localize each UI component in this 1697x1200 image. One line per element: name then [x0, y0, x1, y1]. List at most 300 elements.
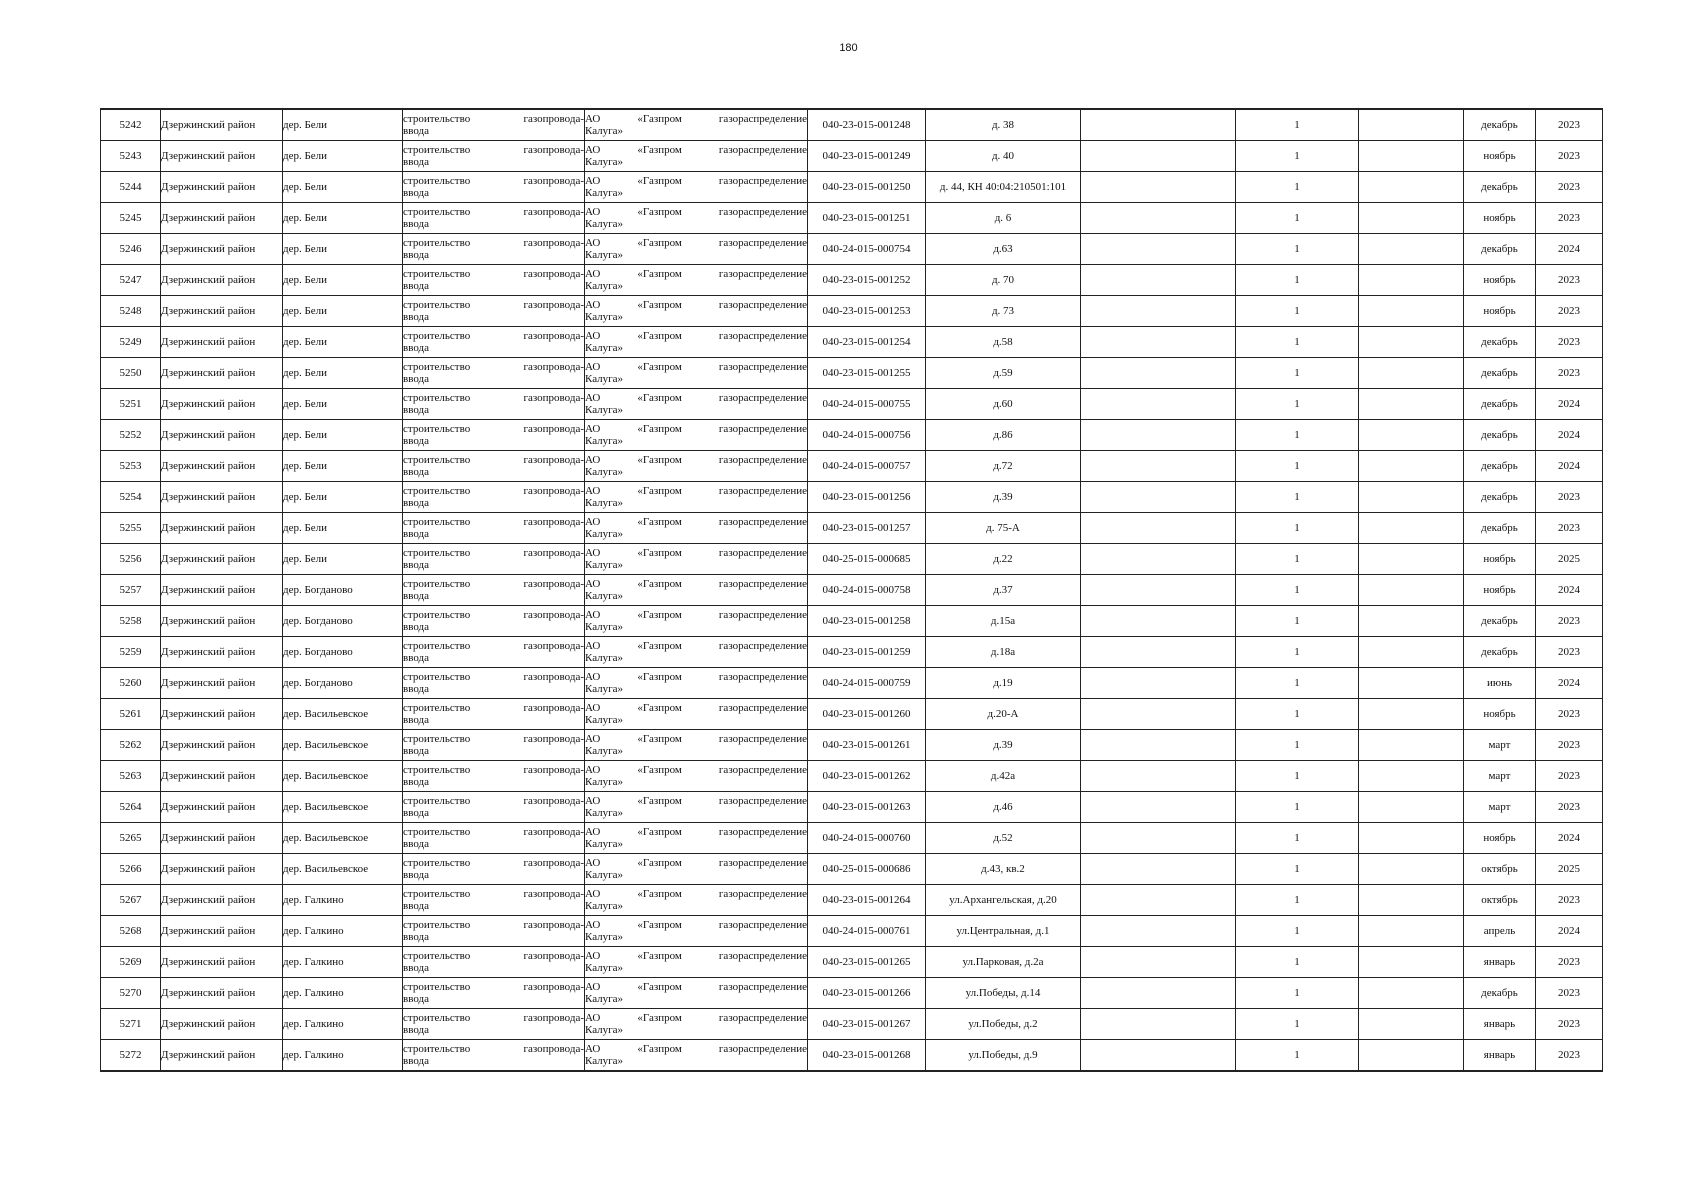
address-cell: д.59: [926, 358, 1081, 389]
work-type-cell: [403, 885, 585, 916]
year-cell: 2023: [1536, 761, 1603, 792]
locality-cell: дер. Васильевское: [283, 854, 403, 885]
table-row: [101, 296, 1603, 327]
work-type-word-1: строительство: [403, 392, 471, 404]
empty-cell: [1081, 699, 1236, 730]
empty-cell: [1081, 792, 1236, 823]
work-type-word-2: газопровода-: [523, 423, 584, 435]
year-cell: 2023: [1536, 358, 1603, 389]
address-cell: д.46: [926, 792, 1081, 823]
organization-cell: [585, 730, 808, 761]
organization-line-2: Калуга»: [585, 683, 624, 695]
application-code-cell: 040-23-015-001263: [808, 792, 926, 823]
locality-cell: дер. Галкино: [283, 885, 403, 916]
work-type-word-1: строительство: [403, 981, 471, 993]
row-number: 5256: [101, 544, 161, 575]
count-cell: 1: [1236, 885, 1359, 916]
organization-word-2: «Газпром: [637, 795, 682, 807]
organization-word-2: «Газпром: [637, 175, 682, 187]
district-cell: Дзержинский район: [161, 792, 283, 823]
organization-cell: [585, 854, 808, 885]
organization-word-2: «Газпром: [637, 826, 682, 838]
organization-cell: [585, 916, 808, 947]
organization-line-2: Калуга»: [585, 311, 624, 323]
work-type-line-2: ввода: [403, 342, 429, 354]
locality-cell: дер. Богданово: [283, 575, 403, 606]
row-number: 5264: [101, 792, 161, 823]
empty-cell: [1359, 637, 1464, 668]
work-type-cell: [403, 606, 585, 637]
count-cell: 1: [1236, 916, 1359, 947]
district-cell: Дзержинский район: [161, 358, 283, 389]
empty-cell: [1359, 203, 1464, 234]
organization-word-1: АО: [585, 454, 601, 466]
count-cell: 1: [1236, 978, 1359, 1009]
month-cell: ноябрь: [1464, 203, 1536, 234]
empty-cell: [1081, 420, 1236, 451]
year-cell: 2024: [1536, 451, 1603, 482]
work-type-cell: [403, 1040, 585, 1072]
organization-line-2: Калуга»: [585, 931, 624, 943]
work-type-line-2: ввода: [403, 900, 429, 912]
work-type-line-2: ввода: [403, 1055, 429, 1067]
locality-cell: дер. Богданово: [283, 668, 403, 699]
count-cell: 1: [1236, 761, 1359, 792]
work-type-word-2: газопровода-: [523, 826, 584, 838]
empty-cell: [1359, 885, 1464, 916]
application-code-cell: 040-23-015-001266: [808, 978, 926, 1009]
month-cell: декабрь: [1464, 451, 1536, 482]
organization-word-1: АО: [585, 175, 601, 187]
work-type-word-1: строительство: [403, 330, 471, 342]
empty-cell: [1359, 451, 1464, 482]
address-cell: д.60: [926, 389, 1081, 420]
work-type-line-2: ввода: [403, 466, 429, 478]
work-type-cell: [403, 637, 585, 668]
organization-cell: [585, 451, 808, 482]
empty-cell: [1359, 947, 1464, 978]
district-cell: Дзержинский район: [161, 947, 283, 978]
count-cell: 1: [1236, 575, 1359, 606]
empty-cell: [1359, 916, 1464, 947]
application-code-cell: 040-23-015-001256: [808, 482, 926, 513]
locality-cell: дер. Васильевское: [283, 823, 403, 854]
locality-cell: дер. Галкино: [283, 978, 403, 1009]
work-type-line-2: ввода: [403, 280, 429, 292]
organization-line-2: Калуга»: [585, 900, 624, 912]
table-row: [101, 792, 1603, 823]
organization-word-2: «Газпром: [637, 299, 682, 311]
organization-cell: [585, 978, 808, 1009]
application-code-cell: 040-24-015-000759: [808, 668, 926, 699]
month-cell: декабрь: [1464, 109, 1536, 141]
application-code-cell: 040-23-015-001260: [808, 699, 926, 730]
work-type-word-2: газопровода-: [523, 113, 584, 125]
month-cell: ноябрь: [1464, 141, 1536, 172]
empty-cell: [1359, 265, 1464, 296]
organization-word-3: газораспределение: [718, 919, 807, 931]
row-number: 5263: [101, 761, 161, 792]
year-cell: 2023: [1536, 1040, 1603, 1072]
work-type-line-2: ввода: [403, 621, 429, 633]
month-cell: март: [1464, 761, 1536, 792]
application-code-cell: 040-23-015-001248: [808, 109, 926, 141]
work-type-line-2: ввода: [403, 869, 429, 881]
organization-word-2: «Газпром: [637, 919, 682, 931]
district-cell: Дзержинский район: [161, 327, 283, 358]
locality-cell: дер. Бели: [283, 451, 403, 482]
district-cell: Дзержинский район: [161, 730, 283, 761]
address-cell: д.52: [926, 823, 1081, 854]
organization-cell: [585, 389, 808, 420]
application-code-cell: 040-23-015-001257: [808, 513, 926, 544]
work-type-word-1: строительство: [403, 733, 471, 745]
district-cell: Дзержинский район: [161, 451, 283, 482]
row-number: 5261: [101, 699, 161, 730]
row-number: 5268: [101, 916, 161, 947]
work-type-line-2: ввода: [403, 404, 429, 416]
row-number: 5250: [101, 358, 161, 389]
application-code-cell: 040-23-015-001253: [808, 296, 926, 327]
district-cell: Дзержинский район: [161, 203, 283, 234]
organization-line-2: Калуга»: [585, 838, 624, 850]
work-type-word-2: газопровода-: [523, 1043, 584, 1055]
address-cell: д.22: [926, 544, 1081, 575]
district-cell: Дзержинский район: [161, 854, 283, 885]
work-type-word-2: газопровода-: [523, 764, 584, 776]
organization-line-2: Калуга»: [585, 652, 624, 664]
organization-line-2: Калуга»: [585, 962, 624, 974]
organization-line-2: Калуга»: [585, 249, 624, 261]
empty-cell: [1359, 420, 1464, 451]
row-number: 5248: [101, 296, 161, 327]
month-cell: март: [1464, 730, 1536, 761]
work-type-word-1: строительство: [403, 206, 471, 218]
work-type-word-1: строительство: [403, 795, 471, 807]
count-cell: 1: [1236, 1009, 1359, 1040]
organization-word-3: газораспределение: [718, 237, 807, 249]
work-type-cell: [403, 420, 585, 451]
district-cell: Дзержинский район: [161, 1040, 283, 1072]
empty-cell: [1359, 761, 1464, 792]
table-row: [101, 668, 1603, 699]
organization-word-3: газораспределение: [718, 857, 807, 869]
table-row: [101, 234, 1603, 265]
work-type-word-1: строительство: [403, 454, 471, 466]
month-cell: ноябрь: [1464, 699, 1536, 730]
month-cell: январь: [1464, 1009, 1536, 1040]
locality-cell: дер. Бели: [283, 296, 403, 327]
locality-cell: дер. Бели: [283, 234, 403, 265]
organization-line-2: Калуга»: [585, 125, 624, 137]
work-type-cell: [403, 761, 585, 792]
organization-cell: [585, 668, 808, 699]
empty-cell: [1359, 389, 1464, 420]
work-type-word-2: газопровода-: [523, 640, 584, 652]
month-cell: октябрь: [1464, 885, 1536, 916]
organization-word-2: «Газпром: [637, 857, 682, 869]
row-number: 5259: [101, 637, 161, 668]
district-cell: Дзержинский район: [161, 544, 283, 575]
work-type-word-2: газопровода-: [523, 547, 584, 559]
work-type-line-2: ввода: [403, 187, 429, 199]
organization-word-1: АО: [585, 516, 601, 528]
locality-cell: дер. Васильевское: [283, 792, 403, 823]
count-cell: 1: [1236, 606, 1359, 637]
application-code-cell: 040-24-015-000755: [808, 389, 926, 420]
organization-line-2: Калуга»: [585, 621, 624, 633]
work-type-cell: [403, 203, 585, 234]
district-cell: Дзержинский район: [161, 823, 283, 854]
district-cell: Дзержинский район: [161, 172, 283, 203]
row-number: 5242: [101, 109, 161, 141]
empty-cell: [1359, 172, 1464, 203]
locality-cell: дер. Галкино: [283, 916, 403, 947]
empty-cell: [1081, 109, 1236, 141]
organization-word-1: АО: [585, 609, 601, 621]
work-type-line-2: ввода: [403, 931, 429, 943]
work-type-word-2: газопровода-: [523, 268, 584, 280]
work-type-cell: [403, 389, 585, 420]
organization-word-3: газораспределение: [718, 1012, 807, 1024]
month-cell: декабрь: [1464, 420, 1536, 451]
organization-word-3: газораспределение: [718, 671, 807, 683]
application-code-cell: 040-25-015-000685: [808, 544, 926, 575]
organization-word-2: «Газпром: [637, 1012, 682, 1024]
organization-cell: [585, 699, 808, 730]
work-type-cell: [403, 265, 585, 296]
work-type-word-1: строительство: [403, 857, 471, 869]
table-row: [101, 358, 1603, 389]
work-type-cell: [403, 699, 585, 730]
organization-word-3: газораспределение: [718, 764, 807, 776]
organization-cell: [585, 792, 808, 823]
locality-cell: дер. Бели: [283, 544, 403, 575]
application-code-cell: 040-24-015-000758: [808, 575, 926, 606]
district-cell: Дзержинский район: [161, 978, 283, 1009]
count-cell: 1: [1236, 544, 1359, 575]
address-cell: д.19: [926, 668, 1081, 699]
organization-word-3: газораспределение: [718, 268, 807, 280]
district-cell: Дзержинский район: [161, 234, 283, 265]
organization-word-1: АО: [585, 764, 601, 776]
table-row: [101, 575, 1603, 606]
district-cell: Дзержинский район: [161, 482, 283, 513]
organization-word-1: АО: [585, 237, 601, 249]
organization-word-2: «Газпром: [637, 330, 682, 342]
table-row: [101, 761, 1603, 792]
organization-word-2: «Газпром: [637, 578, 682, 590]
month-cell: декабрь: [1464, 482, 1536, 513]
district-cell: Дзержинский район: [161, 513, 283, 544]
empty-cell: [1081, 358, 1236, 389]
organization-word-2: «Газпром: [637, 640, 682, 652]
organization-cell: [585, 234, 808, 265]
empty-cell: [1081, 234, 1236, 265]
year-cell: 2024: [1536, 234, 1603, 265]
organization-word-3: газораспределение: [718, 113, 807, 125]
row-number: 5254: [101, 482, 161, 513]
organization-word-2: «Газпром: [637, 733, 682, 745]
organization-word-2: «Газпром: [637, 113, 682, 125]
empty-cell: [1081, 885, 1236, 916]
year-cell: 2023: [1536, 947, 1603, 978]
work-type-word-1: строительство: [403, 516, 471, 528]
year-cell: 2023: [1536, 1009, 1603, 1040]
locality-cell: дер. Бели: [283, 482, 403, 513]
work-type-word-1: строительство: [403, 144, 471, 156]
year-cell: 2023: [1536, 978, 1603, 1009]
organization-word-2: «Газпром: [637, 144, 682, 156]
work-type-line-2: ввода: [403, 683, 429, 695]
address-cell: д.42а: [926, 761, 1081, 792]
organization-cell: [585, 141, 808, 172]
year-cell: 2023: [1536, 172, 1603, 203]
row-number: 5257: [101, 575, 161, 606]
locality-cell: дер. Богданово: [283, 637, 403, 668]
address-cell: д. 6: [926, 203, 1081, 234]
organization-word-1: АО: [585, 485, 601, 497]
empty-cell: [1081, 606, 1236, 637]
month-cell: ноябрь: [1464, 544, 1536, 575]
count-cell: 1: [1236, 699, 1359, 730]
organization-cell: [585, 823, 808, 854]
work-type-word-1: строительство: [403, 299, 471, 311]
row-number: 5252: [101, 420, 161, 451]
organization-line-2: Калуга»: [585, 807, 624, 819]
month-cell: октябрь: [1464, 854, 1536, 885]
application-code-cell: 040-24-015-000760: [808, 823, 926, 854]
work-type-word-1: строительство: [403, 888, 471, 900]
empty-cell: [1359, 978, 1464, 1009]
work-type-word-2: газопровода-: [523, 919, 584, 931]
organization-line-2: Калуга»: [585, 528, 624, 540]
count-cell: 1: [1236, 668, 1359, 699]
row-number: 5258: [101, 606, 161, 637]
locality-cell: дер. Васильевское: [283, 761, 403, 792]
organization-word-1: АО: [585, 1043, 601, 1055]
empty-cell: [1081, 823, 1236, 854]
organization-word-1: АО: [585, 361, 601, 373]
work-type-word-1: строительство: [403, 950, 471, 962]
work-type-word-2: газопровода-: [523, 361, 584, 373]
work-type-line-2: ввода: [403, 590, 429, 602]
table-row: [101, 203, 1603, 234]
organization-word-1: АО: [585, 299, 601, 311]
empty-cell: [1359, 730, 1464, 761]
row-number: 5251: [101, 389, 161, 420]
row-number: 5271: [101, 1009, 161, 1040]
empty-cell: [1359, 234, 1464, 265]
organization-word-3: газораспределение: [718, 206, 807, 218]
year-cell: 2023: [1536, 141, 1603, 172]
work-type-cell: [403, 792, 585, 823]
address-cell: д.39: [926, 730, 1081, 761]
row-number: 5270: [101, 978, 161, 1009]
year-cell: 2023: [1536, 606, 1603, 637]
count-cell: 1: [1236, 513, 1359, 544]
organization-word-2: «Газпром: [637, 392, 682, 404]
empty-cell: [1081, 1009, 1236, 1040]
year-cell: 2023: [1536, 885, 1603, 916]
month-cell: ноябрь: [1464, 296, 1536, 327]
empty-cell: [1081, 947, 1236, 978]
organization-word-1: АО: [585, 268, 601, 280]
organization-cell: [585, 203, 808, 234]
application-code-cell: 040-23-015-001264: [808, 885, 926, 916]
organization-word-1: АО: [585, 206, 601, 218]
year-cell: 2023: [1536, 203, 1603, 234]
organization-word-2: «Газпром: [637, 1043, 682, 1055]
organization-line-2: Калуга»: [585, 218, 624, 230]
table-row: [101, 947, 1603, 978]
empty-cell: [1081, 730, 1236, 761]
year-cell: 2023: [1536, 265, 1603, 296]
work-type-line-2: ввода: [403, 714, 429, 726]
work-type-word-2: газопровода-: [523, 485, 584, 497]
district-cell: Дзержинский район: [161, 761, 283, 792]
organization-word-2: «Газпром: [637, 268, 682, 280]
count-cell: 1: [1236, 109, 1359, 141]
work-type-line-2: ввода: [403, 776, 429, 788]
work-type-word-2: газопровода-: [523, 516, 584, 528]
work-type-word-1: строительство: [403, 609, 471, 621]
organization-word-3: газораспределение: [718, 981, 807, 993]
organization-line-2: Калуга»: [585, 559, 624, 571]
organization-word-2: «Газпром: [637, 361, 682, 373]
year-cell: 2024: [1536, 575, 1603, 606]
work-type-word-2: газопровода-: [523, 609, 584, 621]
organization-cell: [585, 575, 808, 606]
organization-word-3: газораспределение: [718, 330, 807, 342]
work-type-word-1: строительство: [403, 1012, 471, 1024]
organization-word-2: «Газпром: [637, 206, 682, 218]
table-row: [101, 141, 1603, 172]
work-type-cell: [403, 947, 585, 978]
count-cell: 1: [1236, 823, 1359, 854]
organization-word-2: «Газпром: [637, 485, 682, 497]
address-cell: ул.Архангельская, д.20: [926, 885, 1081, 916]
organization-cell: [585, 420, 808, 451]
empty-cell: [1081, 296, 1236, 327]
application-code-cell: 040-23-015-001268: [808, 1040, 926, 1072]
work-type-word-2: газопровода-: [523, 950, 584, 962]
application-code-cell: 040-23-015-001249: [808, 141, 926, 172]
address-cell: ул.Победы, д.9: [926, 1040, 1081, 1072]
organization-word-2: «Газпром: [637, 454, 682, 466]
organization-word-2: «Газпром: [637, 702, 682, 714]
empty-cell: [1081, 544, 1236, 575]
address-cell: д.15а: [926, 606, 1081, 637]
count-cell: 1: [1236, 1040, 1359, 1072]
organization-line-2: Калуга»: [585, 1055, 624, 1067]
empty-cell: [1081, 575, 1236, 606]
work-type-word-2: газопровода-: [523, 857, 584, 869]
organization-word-3: газораспределение: [718, 795, 807, 807]
row-number: 5255: [101, 513, 161, 544]
count-cell: 1: [1236, 730, 1359, 761]
organization-word-3: газораспределение: [718, 578, 807, 590]
work-type-cell: [403, 513, 585, 544]
empty-cell: [1081, 513, 1236, 544]
locality-cell: дер. Галкино: [283, 947, 403, 978]
work-type-cell: [403, 730, 585, 761]
empty-cell: [1081, 203, 1236, 234]
count-cell: 1: [1236, 296, 1359, 327]
organization-word-3: газораспределение: [718, 733, 807, 745]
table-row: [101, 420, 1603, 451]
row-number: 5265: [101, 823, 161, 854]
